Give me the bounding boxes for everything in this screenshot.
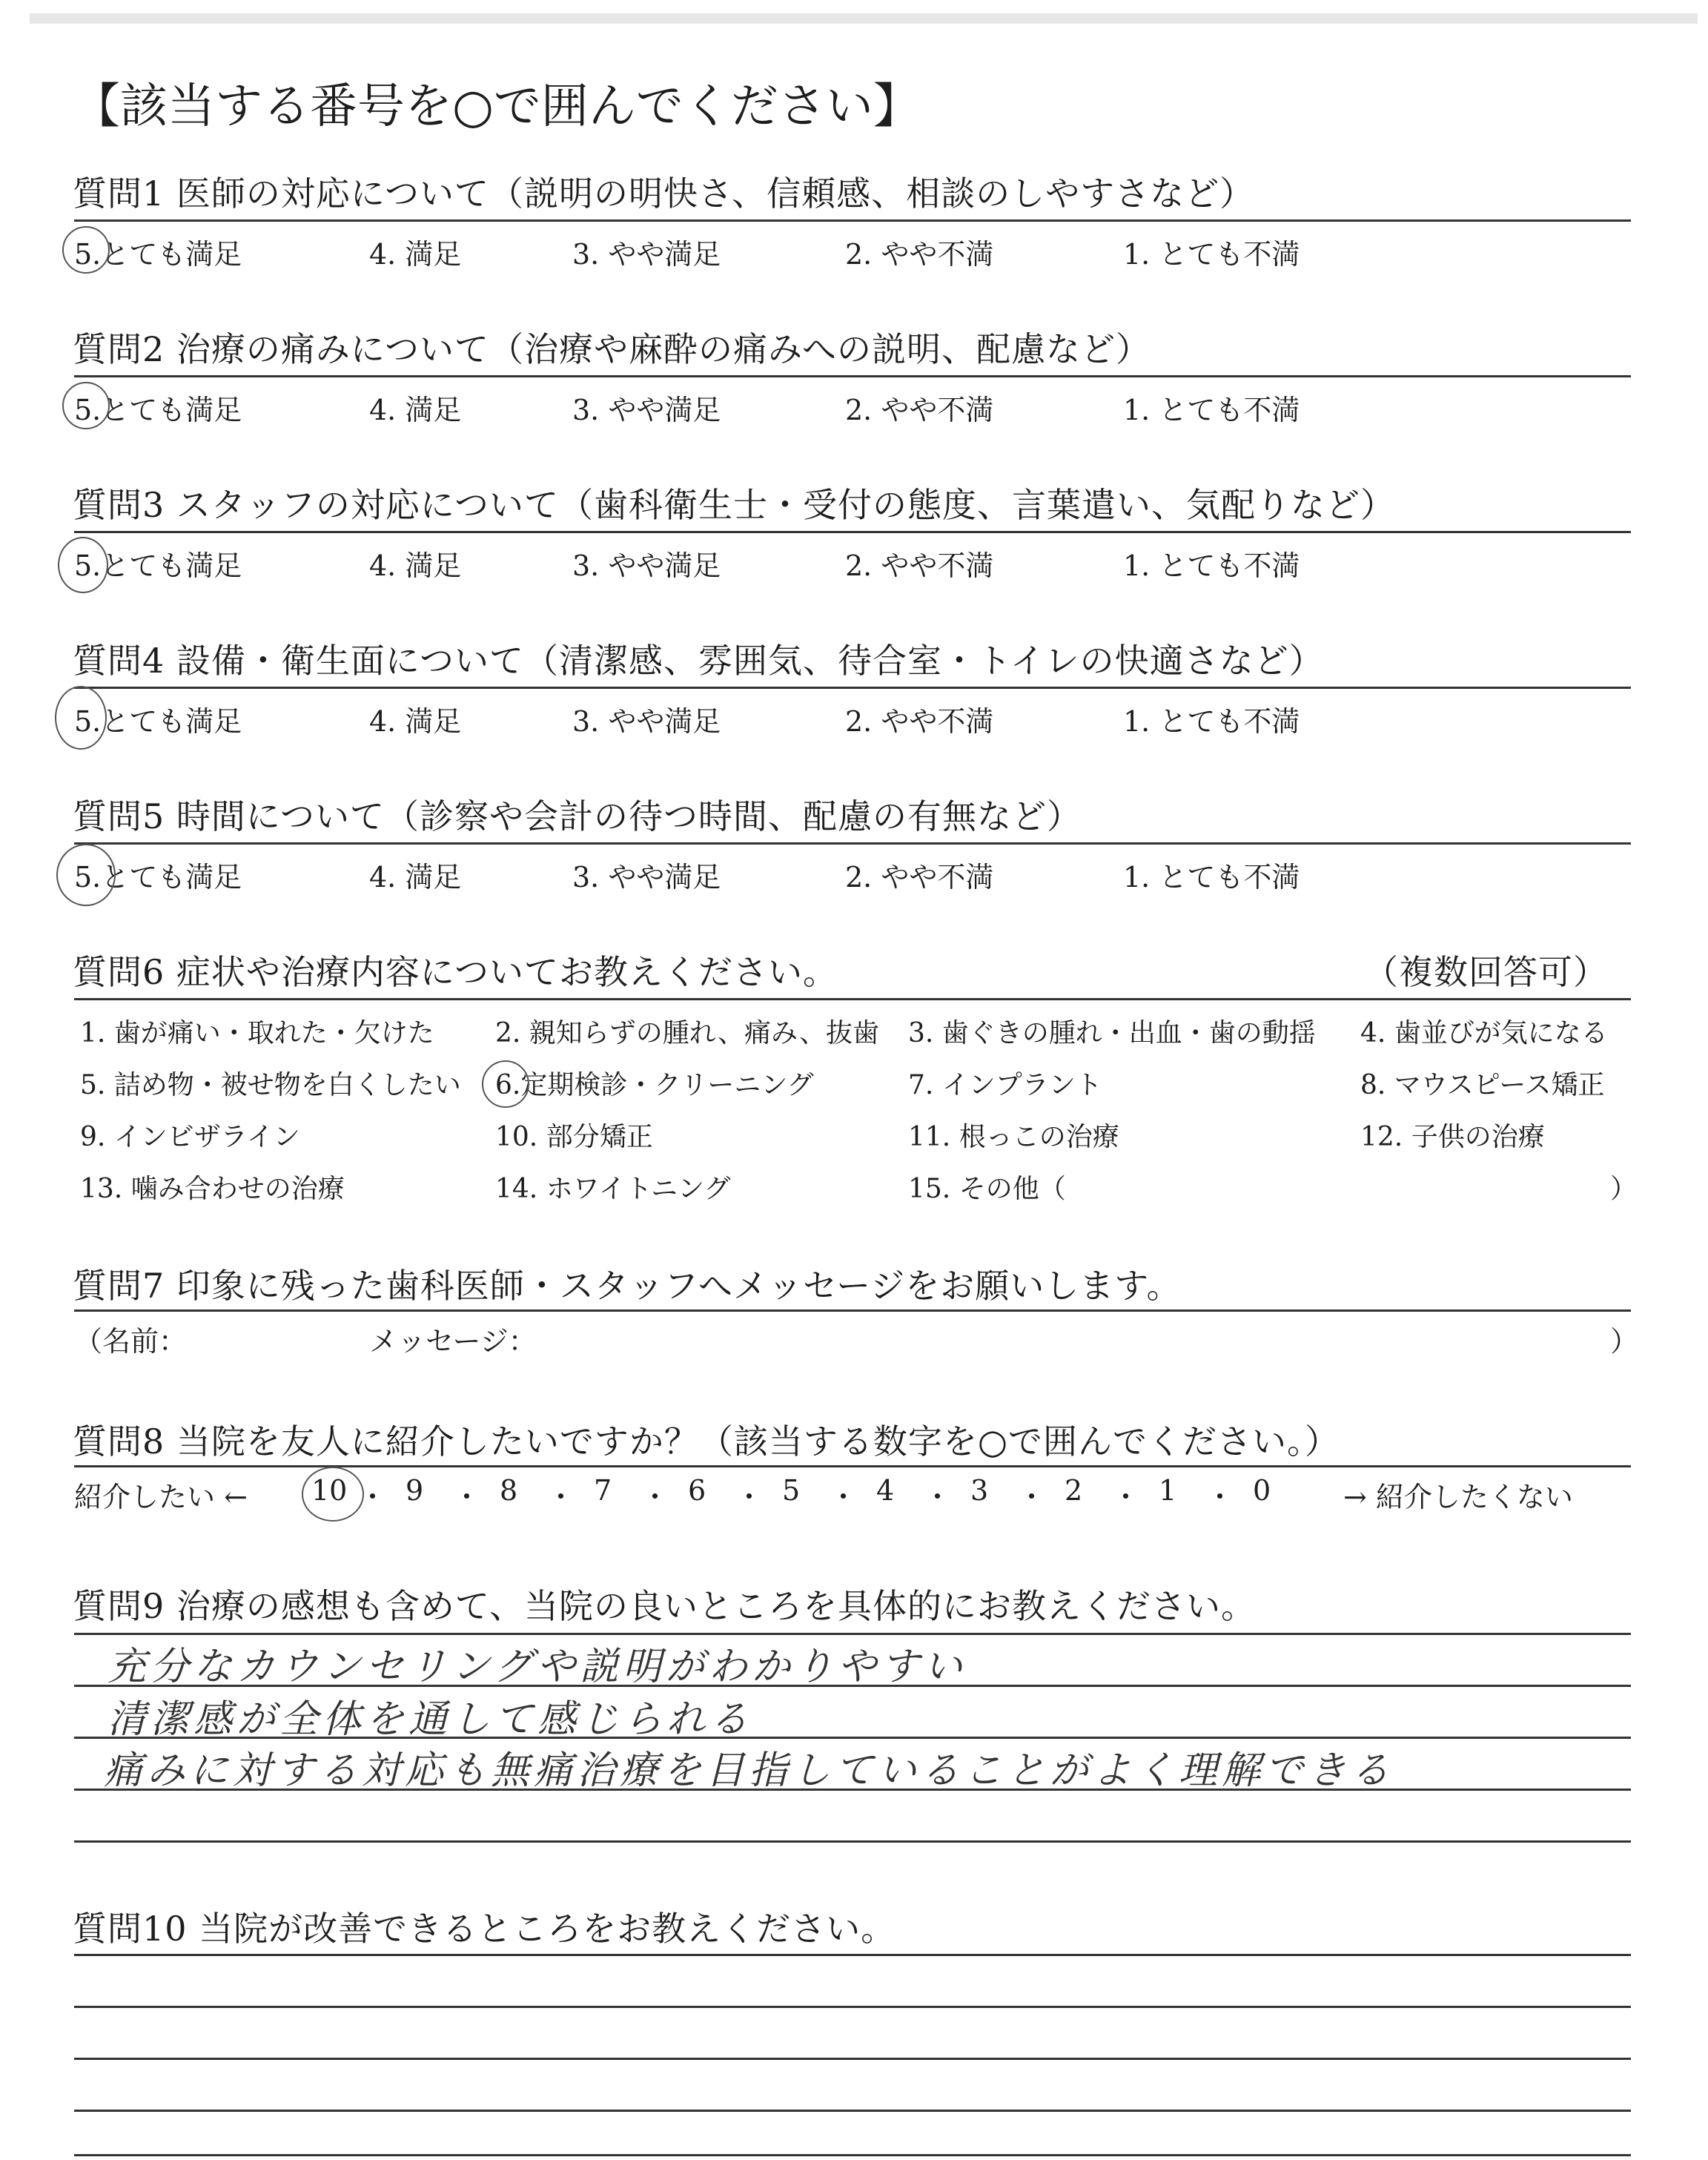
q3-option-3[interactable]: 3. やや満足 bbox=[572, 549, 721, 582]
q8-scale-value-5[interactable]: 5 bbox=[782, 1474, 801, 1507]
q3-option-4[interactable]: 4. 満足 bbox=[369, 549, 462, 582]
q8-scale-separator: ・ bbox=[1205, 1481, 1234, 1513]
q4-option-3[interactable]: 3. やや満足 bbox=[572, 705, 721, 738]
question-6-rule bbox=[74, 998, 1631, 1000]
q8-left-label: 紹介したい ← bbox=[74, 1481, 248, 1513]
q6-option-1[interactable]: 1. 歯が痛い・取れた・欠けた bbox=[80, 1018, 434, 1048]
q8-scale-value-0[interactable]: 0 bbox=[1253, 1474, 1271, 1507]
q8-scale-separator: ・ bbox=[546, 1481, 575, 1513]
q8-scale-separator: ・ bbox=[923, 1481, 952, 1513]
q5-option-5[interactable]: 5.とても満足 bbox=[74, 861, 242, 894]
q5-selection-circle bbox=[56, 844, 116, 906]
q8-scale-value-3[interactable]: 3 bbox=[970, 1474, 989, 1507]
q5-option-4[interactable]: 4. 満足 bbox=[369, 861, 462, 894]
q5-option-2[interactable]: 2. やや不満 bbox=[845, 861, 994, 894]
q1-option-3[interactable]: 3. やや満足 bbox=[572, 238, 721, 271]
q1-option-1[interactable]: 1. とても不満 bbox=[1123, 238, 1300, 271]
question-6-label: 質問6 症状や治療内容についてお教えください。 bbox=[73, 952, 838, 992]
q6-option-5[interactable]: 5. 詰め物・被せ物を白くしたい bbox=[80, 1070, 461, 1100]
q2-selection-circle bbox=[62, 382, 110, 429]
q8-scale-value-4[interactable]: 4 bbox=[876, 1474, 895, 1507]
q7-close-paren: ） bbox=[1610, 1325, 1639, 1358]
question-2-label: 質問2 治療の痛みについて（治療や麻酔の痛みへの説明、配慮など） bbox=[73, 329, 1151, 369]
q8-scale-separator: ・ bbox=[452, 1481, 481, 1513]
q9-handwritten-answer-1: 充分なカウンセリングや説明がわかりやすい bbox=[107, 1645, 967, 1689]
q6-option-13[interactable]: 13. 噛み合わせの治療 bbox=[80, 1174, 345, 1204]
q8-scale-separator: ・ bbox=[358, 1481, 387, 1513]
scan-top-edge bbox=[30, 13, 1698, 24]
q8-selection-circle bbox=[302, 1467, 364, 1522]
q6-option-9[interactable]: 9. インビザライン bbox=[80, 1122, 300, 1152]
question-1-label: 質問1 医師の対応について（説明の明快さ、信頼感、相談のしやすさなど） bbox=[73, 174, 1255, 214]
question-5-rule bbox=[74, 842, 1631, 845]
q2-option-2[interactable]: 2. やや不満 bbox=[845, 394, 994, 426]
q4-option-5[interactable]: 5.とても満足 bbox=[74, 705, 242, 738]
question-1-rule bbox=[74, 219, 1631, 222]
q6-option-11[interactable]: 11. 根っこの治療 bbox=[908, 1122, 1119, 1152]
q6-option-6[interactable]: 6.定期検診・クリーニング bbox=[495, 1070, 814, 1100]
q9-handwritten-answer-2: 清潔感が全体を通して感じられる bbox=[107, 1697, 753, 1742]
question-5-label: 質問5 時間について（診察や会計の待つ時間、配慮の有無など） bbox=[73, 796, 1082, 836]
q6-option-14[interactable]: 14. ホワイトニング bbox=[495, 1174, 731, 1204]
q6-option-12[interactable]: 12. 子供の治療 bbox=[1360, 1122, 1545, 1152]
q2-option-3[interactable]: 3. やや満足 bbox=[572, 394, 721, 426]
q1-option-4[interactable]: 4. 満足 bbox=[369, 238, 462, 271]
q4-option-1[interactable]: 1. とても不満 bbox=[1123, 705, 1300, 738]
q8-right-label: → 紹介したくない bbox=[1343, 1481, 1573, 1513]
q10-line-3[interactable] bbox=[74, 2058, 1631, 2060]
question-4-label: 質問4 設備・衛生面について（清潔感、雰囲気、待合室・トイレの快適さなど） bbox=[73, 641, 1324, 681]
q10-line-4[interactable] bbox=[74, 2110, 1631, 2112]
q6-option-2[interactable]: 2. 親知らずの腫れ、痛み、抜歯 bbox=[495, 1018, 880, 1048]
q4-selection-circle bbox=[55, 686, 107, 750]
q3-option-1[interactable]: 1. とても不満 bbox=[1123, 549, 1300, 582]
q8-scale-separator: ・ bbox=[1017, 1481, 1046, 1513]
q4-option-4[interactable]: 4. 満足 bbox=[369, 705, 462, 738]
question-3-label: 質問3 スタッフの対応について（歯科衛生士・受付の態度、言葉遣い、気配りなど） bbox=[73, 485, 1395, 525]
q8-scale-value-10[interactable]: 10 bbox=[311, 1474, 348, 1507]
q6-option-7[interactable]: 7. インプラント bbox=[908, 1070, 1102, 1100]
q6-option-8[interactable]: 8. マウスピース矯正 bbox=[1360, 1070, 1605, 1100]
q6-option-15[interactable]: 15. その他（ bbox=[908, 1174, 1066, 1204]
q6-option-3[interactable]: 3. 歯ぐきの腫れ・出血・歯の動揺 bbox=[908, 1018, 1316, 1048]
q6-other-close-paren: ） bbox=[1610, 1174, 1638, 1204]
q8-scale-value-7[interactable]: 7 bbox=[594, 1474, 612, 1507]
q2-option-5[interactable]: 5.とても満足 bbox=[74, 394, 242, 426]
q8-scale-value-2[interactable]: 2 bbox=[1065, 1474, 1083, 1507]
q8-scale-separator: ・ bbox=[640, 1481, 669, 1513]
question-6-note: （複数回答可） bbox=[1364, 952, 1608, 992]
question-10-label: 質問10 当院が改善できるところをお教えください。 bbox=[73, 1909, 896, 1949]
instruction-heading: 【該当する番号を○で囲んでください】 bbox=[73, 79, 921, 134]
q1-option-5[interactable]: 5.とても満足 bbox=[74, 238, 242, 271]
q8-scale-separator: ・ bbox=[829, 1481, 858, 1513]
question-7-label: 質問7 印象に残った歯科医師・スタッフへメッセージをお願いします。 bbox=[73, 1266, 1182, 1306]
q7-message-label: メッセージ： bbox=[369, 1325, 537, 1358]
q8-scale-value-1[interactable]: 1 bbox=[1159, 1474, 1177, 1507]
q10-line-2[interactable] bbox=[74, 2006, 1631, 2008]
q10-line-5[interactable] bbox=[74, 2154, 1631, 2156]
q5-option-3[interactable]: 3. やや満足 bbox=[572, 861, 721, 894]
q8-scale-value-6[interactable]: 6 bbox=[688, 1474, 706, 1507]
q1-selection-circle bbox=[62, 226, 110, 274]
question-7-rule bbox=[74, 1309, 1631, 1312]
q3-option-2[interactable]: 2. やや不満 bbox=[845, 549, 994, 582]
q5-option-1[interactable]: 1. とても不満 bbox=[1123, 861, 1300, 894]
q9-handwritten-answer-3: 痛みに対する対応も無痛治療を目指していることがよく理解できる bbox=[104, 1748, 1394, 1793]
q6-option-4[interactable]: 4. 歯並びが気になる bbox=[1360, 1018, 1608, 1048]
q2-option-1[interactable]: 1. とても不満 bbox=[1123, 394, 1300, 426]
q3-option-5[interactable]: 5.とても満足 bbox=[74, 549, 242, 582]
q1-option-2[interactable]: 2. やや不満 bbox=[845, 238, 994, 271]
q9-line-5 bbox=[74, 1840, 1631, 1843]
q6-selection-circle bbox=[482, 1060, 529, 1108]
q2-option-4[interactable]: 4. 満足 bbox=[369, 394, 462, 426]
q7-name-label: （名前： bbox=[74, 1325, 188, 1358]
q6-option-10[interactable]: 10. 部分矯正 bbox=[495, 1122, 653, 1152]
q10-line-1[interactable] bbox=[74, 1954, 1631, 1956]
q8-scale-value-8[interactable]: 8 bbox=[500, 1474, 518, 1507]
q8-scale-separator: ・ bbox=[1111, 1481, 1140, 1513]
question-9-label: 質問9 治療の感想も含めて、当院の良いところを具体的にお教えください。 bbox=[73, 1586, 1256, 1626]
q4-option-2[interactable]: 2. やや不満 bbox=[845, 705, 994, 738]
q8-scale-value-9[interactable]: 9 bbox=[406, 1474, 424, 1507]
question-8-rule bbox=[74, 1465, 1631, 1467]
q8-scale-separator: ・ bbox=[735, 1481, 764, 1513]
question-2-rule bbox=[74, 375, 1631, 377]
q3-selection-circle bbox=[58, 537, 108, 593]
question-4-rule bbox=[74, 687, 1631, 689]
question-3-rule bbox=[74, 531, 1631, 533]
question-8-label: 質問8 当院を友人に紹介したいですか？（該当する数字を○で囲んでください。） bbox=[73, 1421, 1340, 1462]
